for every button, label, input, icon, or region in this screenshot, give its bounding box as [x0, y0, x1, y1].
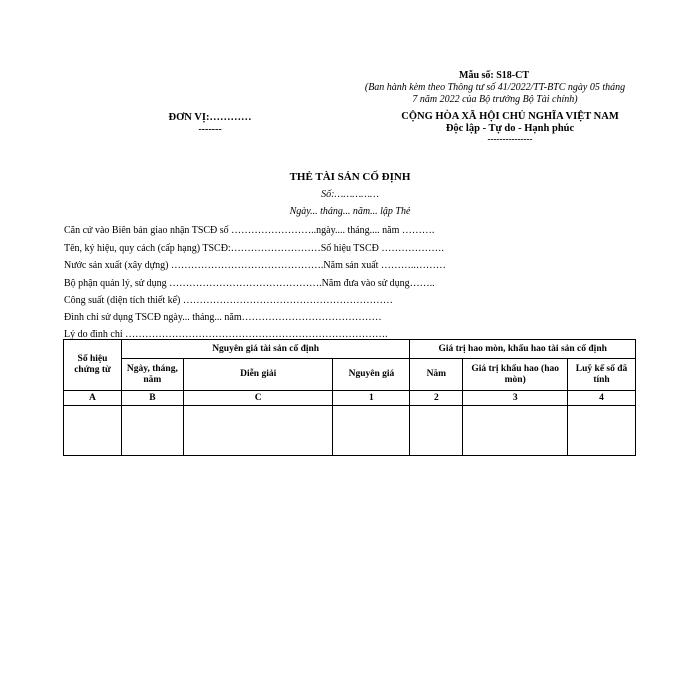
motto: Độc lập - Tự do - Hạnh phúc — [445, 123, 575, 134]
asset-table — [63, 339, 636, 456]
field-asset-name: Tên, ký hiệu, quy cách (cấp hạng) TSCĐ:………………………Số hiệu TSCĐ ………………. — [64, 243, 444, 254]
field-capacity: Công suất (diện tích thiết kế) ……………………………………………………… — [64, 295, 393, 306]
header-date: Ngày, tháng, năm — [121, 359, 183, 391]
table-row — [64, 406, 636, 456]
cell-empty[interactable] — [121, 406, 183, 456]
issued-line-2: 7 năm 2022 của Bộ trưởng Bộ Tài chính) — [412, 94, 578, 105]
field-suspension-date: Đình chỉ sử dụng TSCĐ ngày... tháng... năm…………………………………… — [64, 312, 382, 323]
header-accumulated: Luỹ kế số đã tính — [568, 359, 636, 391]
header-description: Diễn giải — [183, 359, 333, 391]
motto-dash: --------------- — [487, 134, 533, 144]
cell-empty[interactable] — [64, 406, 122, 456]
cell-empty[interactable] — [568, 406, 636, 456]
issued-line-1: (Ban hành kèm theo Thông tư số 41/2022/TT-BTC ngày 05 tháng — [364, 82, 626, 93]
cell-empty[interactable] — [183, 406, 333, 456]
code-1: 1 — [333, 391, 410, 406]
field-department: Bộ phận quản lý, sử dụng ……………………………………….Năm đưa vào sử dụng…….. — [64, 278, 435, 289]
cell-empty[interactable] — [410, 406, 463, 456]
cell-empty[interactable] — [333, 406, 410, 456]
code-b: B — [121, 391, 183, 406]
field-suspension-reason: Lý do đình chỉ ……………………………………………………………………. — [64, 329, 388, 340]
field-handover-minutes: Căn cứ vào Biên bản giao nhận TSCĐ số ……………………..ngày.... tháng.... năm ………. — [64, 225, 435, 236]
code-3: 3 — [463, 391, 568, 406]
card-number: Số:…………… — [321, 189, 379, 200]
header-original-cost: Nguyên giá tài sản cố định — [121, 340, 409, 359]
code-c: C — [183, 391, 333, 406]
cell-empty[interactable] — [463, 406, 568, 456]
header-original-value: Nguyên giá — [333, 359, 410, 391]
page-title: THẺ TÀI SẢN CỐ ĐỊNH — [289, 171, 411, 183]
code-4: 4 — [568, 391, 636, 406]
header-depreciation-value: Giá trị khấu hao (hao mòn) — [463, 359, 568, 391]
code-2: 2 — [410, 391, 463, 406]
field-country: Nước sản xuất (xây dựng) ……………………………………….Năm sản xuất ………..……… — [64, 260, 446, 271]
header-depreciation: Giá trị hao mòn, khấu hao tài sản cố định — [410, 340, 636, 359]
republic-title: CỘNG HÒA XÃ HỘI CHỦ NGHĨA VIỆT NAM — [401, 111, 619, 122]
unit-label: ĐƠN VỊ:………… — [168, 112, 252, 123]
unit-dash: ------- — [198, 124, 222, 135]
code-a: A — [64, 391, 122, 406]
card-date: Ngày... tháng... năm... lập Thẻ — [289, 206, 411, 217]
header-voucher-no: Số hiệu chứng từ — [64, 340, 122, 391]
form-number: Mẫu số: S18-CT — [459, 70, 530, 81]
header-year: Năm — [410, 359, 463, 391]
